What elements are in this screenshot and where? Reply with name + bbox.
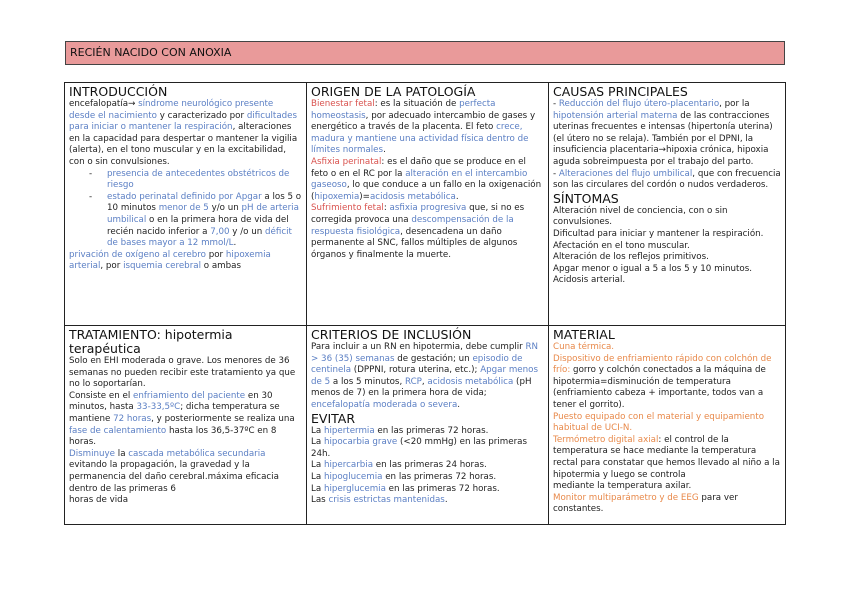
evitar-item [311,460,544,472]
text-run: y caracterizado por [157,110,247,121]
text-run: )= [359,191,370,202]
highlighted-text: enfriamiento del paciente [133,390,246,401]
highlighted-text: hipocarbia grave [323,437,398,448]
evitar-item [311,472,544,484]
text-run: en las primeras 72 horas. [382,471,497,482]
origen-cell [307,83,549,326]
evitar-item [311,484,544,496]
highlighted-text: Sufrimiento fetal [311,203,384,214]
text-run: hasta los 36,5-37ºC en 8 horas. [69,425,277,448]
text-run: Consiste en el [69,390,133,401]
highlighted-text: Termómetro digital axial [553,434,659,445]
text-run: . [444,495,448,506]
text-run: y /o un [229,226,265,237]
highlighted-text: RCP [404,376,422,387]
highlighted-text: acidosis metabólica [369,191,456,202]
criterios-heading: CRITERIOS DE INCLUSIÓN [311,327,472,342]
sintoma-item: Alteración nivel de conciencia, con o sin convulsiones. [553,205,728,228]
highlighted-text: RN > 36 (35) semanas [311,342,539,364]
criterios-cell [307,326,549,524]
tratamiento-heading: TRATAMIENTO: hipotermia terapéutica [69,327,233,356]
text-run: : [383,203,390,214]
highlighted-text: estado perinatal definido por Apgar [107,191,262,202]
text-run: : es el daño que se produce en el feto o en el RC por la [311,156,526,179]
text-run: la [115,448,129,459]
tratamiento-cell [65,326,307,524]
material-item [553,493,781,516]
text-run: en las primeras 72 horas. [385,483,500,494]
highlighted-text: dificultades para iniciar o mantener la respiración [69,110,298,133]
highlighted-text: Disminuye [69,448,116,459]
highlighted-text: hipoglucemia [323,471,383,482]
text-run: La [311,460,324,471]
highlighted-text: alteración en el intercambio gaseoso [311,168,528,191]
highlighted-text: asfixia progresiva [389,203,467,214]
page-title: RECIÉN NACIDO CON ANOXIA [65,41,785,65]
text-run: , por [100,261,124,272]
text-run: gorro y colchón conectados a la máquina de hipotermia=disminución de temperatura (enfriamiento cabeza + importante, todos van a tener el gorrito). [553,365,766,410]
text-run: La [311,471,324,482]
highlighted-text: episodio de centinela [311,353,523,376]
material-item [553,354,781,412]
highlighted-text: privación de oxígeno al cerebro [69,249,206,260]
text-run: La [311,483,324,494]
text-run: Solo en EHI moderada o grave. Los menores de 36 semanas no pueden recibir este tratamiento ya que no lo soportarían. [69,356,296,390]
highlighted-text: 72 horas [113,413,152,424]
text-run: : el control de la temperatura se hace mediante la temperatura rectal para constatar que hemos llevado al niño a la hipotermia y luego se controla [553,434,780,480]
text-run: o ambas [201,261,241,272]
text-run: (el útero no se relaja). También por el DPNI, la insuficiencia placentaria→hipoxia crónica, hipoxia aguda sobreimpuesta por el trabajo del parto. [553,133,769,167]
text-run: - [553,168,559,179]
text-run: encefalopatía→ [69,99,139,109]
tratamiento-procedimiento [69,391,302,449]
highlighted-text: Alteraciones del flujo umbilical [558,168,693,179]
causas-utero [553,134,781,169]
text-run: mediante la temperatura axilar. [553,481,692,492]
highlighted-text: Monitor multiparámetro y de EEG [553,492,699,503]
material-cell [549,326,785,524]
highlighted-text: cascada metabólica secundaria [128,448,266,459]
causas-heading: CAUSAS PRINCIPALES [553,84,688,99]
highlighted-text: perfecta homeostasis [311,99,496,121]
sintoma-item: Dificultad para iniciar y mantener la respiración. [553,228,764,239]
text-run: por [205,249,226,260]
highlighted-text: hipertermia [323,425,375,436]
highlighted-text: pH de arteria umbilical [107,203,299,225]
causas-cell [549,83,785,326]
highlighted-text: descompensación de la respuesta fisiológica [311,214,514,237]
material-item [553,412,781,435]
sintoma-item: Acidosis arterial. [553,275,626,286]
origen-asfixia [311,157,544,203]
text-run: : es la situación de [374,99,460,109]
highlighted-text: crece, madura y mantiene una actividad física dentro de límites normales [311,122,529,156]
text-run: . [455,191,459,202]
highlighted-text: Asfixia perinatal [311,156,382,167]
introduccion-definicion [69,99,302,169]
origen-sufrimiento [311,203,544,261]
text-run: para ver constantes. [553,492,738,515]
text-run: evitando la propagación, la gravedad y la permanencia del daño cerebral.máxima eficacia dentro de las primeras 6 [69,460,279,494]
text-run: , lo que conduce a un fallo en la oxigenación ( [311,180,542,202]
text-run: , por la [719,99,750,109]
causas-umbilical [553,169,781,192]
highlighted-text: acidosis metabólica [427,376,514,387]
content-grid [64,82,786,525]
highlighted-text: hipercarbia [323,460,374,471]
text-run: , que con frecuencia son las circulares del cordón o nudos verdaderos. [553,168,781,191]
text-run: . [457,399,461,410]
sintomas-heading: SÍNTOMAS [553,190,619,206]
text-run: , desencadena un daño permanente al SNC, fallos múltiples de algunos órganos y finalmente la muerte. [311,226,518,260]
evitar-heading: EVITAR [311,410,356,426]
text-run: a los 5 minutos, [330,376,405,387]
text-run: (<20 mmHg) en las primeras 24h. [311,437,528,459]
text-run: a los 5 o 10 minutos [107,191,302,214]
text-run: de las contracciones uterinas frecuentes e intensas (hipertonía uterina) [553,110,773,133]
highlighted-text: presencia de antecedentes obstétricos de riesgo [107,168,290,191]
sintoma-item: Apgar menor o igual a 5 a los 5 y 10 minutos. [553,263,752,274]
highlighted-text: síndrome neurológico presente desde el nacimiento [69,99,274,121]
evitar-item [311,437,544,460]
text-run: horas de vida [69,495,129,506]
highlighted-text: hipotensión arterial materna [553,110,678,121]
text-run: ; dicha temperatura se mantiene [69,402,280,424]
text-run: en las primeras 72 horas. [374,425,489,436]
text-run: La [311,425,324,436]
text-run: (pH menos de 7) en la primera hora de vida; [311,376,532,399]
highlighted-text: hiperglucemia [323,483,386,494]
highlighted-text: crisis estrictas mantenidas [328,495,445,506]
text-run: , [421,376,428,387]
highlighted-text: Bienestar fetal [311,99,375,109]
text-run: La [311,437,324,448]
text-run: o en la primera hora de vida del recién nacido inferior a [107,214,289,237]
introduccion-heading: INTRODUCCIÓN [69,84,168,99]
highlighted-text: 7,00 [210,226,230,237]
text-run: , alteraciones en la capacidad para despertar o mantener la vigilia (alerta), en el tono muscular y en la excitabilidad, con o sin convulsiones. [69,122,298,167]
text-run: de gestación; un [394,353,473,364]
material-heading: MATERIAL [553,327,615,342]
text-run: - [553,99,559,109]
text-run: y/o un [208,203,242,214]
material-item [553,481,781,493]
text-run: , y posteriormente se realiza una [151,413,295,424]
material-item [553,342,781,354]
highlighted-text: Dispositivo de enfriamiento rápido con colchón de frío: [553,353,772,376]
list-item [89,192,302,250]
origen-bienestar [311,99,544,157]
tratamiento-efecto [69,449,302,495]
origen-heading: ORIGEN DE LA PATOLOGÍA [311,84,476,99]
highlighted-text: encefalopatía moderada o severa [311,399,458,410]
highlighted-text: isquemia cerebral [123,261,201,272]
evitar-item [311,495,544,507]
highlighted-text: Apgar menos de 5 [311,365,538,387]
text-run: que, si no es corregida provoca una [311,203,525,225]
introduccion-criterios-list [69,169,302,250]
text-run: Para incluir a un RN en hipotermia, debe cumplir [311,342,526,352]
highlighted-text: Puesto equipado con el material y equipamiento habitual de UCI-N. [553,411,765,434]
highlighted-text: Reducción del flujo útero-placentario [558,99,720,109]
tratamiento-horas [69,495,302,507]
text-run: en 30 minutos, hasta [69,390,273,413]
text-run: . [383,145,386,156]
list-item [89,169,302,192]
highlighted-text: déficit de bases mayor a 12 mmol/L [107,226,292,249]
evitar-item [311,426,544,438]
highlighted-text: fase de calentamiento [69,425,167,436]
text-run: (DPPNI, rotura uterina, etc.); [351,365,481,376]
introduccion-privacion [69,250,302,273]
text-run: Las [311,495,329,506]
sintoma-item: Alteración de los reflejos primitivos. [553,252,709,263]
highlighted-text: 33-33,5ºC [136,402,181,413]
highlighted-text: hipoxemia arterial [69,249,271,272]
criterios-texto [311,342,544,412]
highlighted-text: hipoxemia [314,191,360,202]
introduccion-cell [65,83,307,326]
text-run: en las primeras 24 horas. [373,460,487,471]
text-run: . [233,238,237,249]
highlighted-text: menor de 5 [158,203,209,214]
tratamiento-indicacion [69,356,302,391]
causas-reduccion [553,99,781,134]
material-item [553,435,781,481]
sintoma-item: Afectación en el tono muscular. [553,240,690,251]
highlighted-text: Cuna térmica. [553,342,615,352]
text-run: , por adecuado intercambio de gases y energético a través de la placenta. El feto [311,110,536,133]
